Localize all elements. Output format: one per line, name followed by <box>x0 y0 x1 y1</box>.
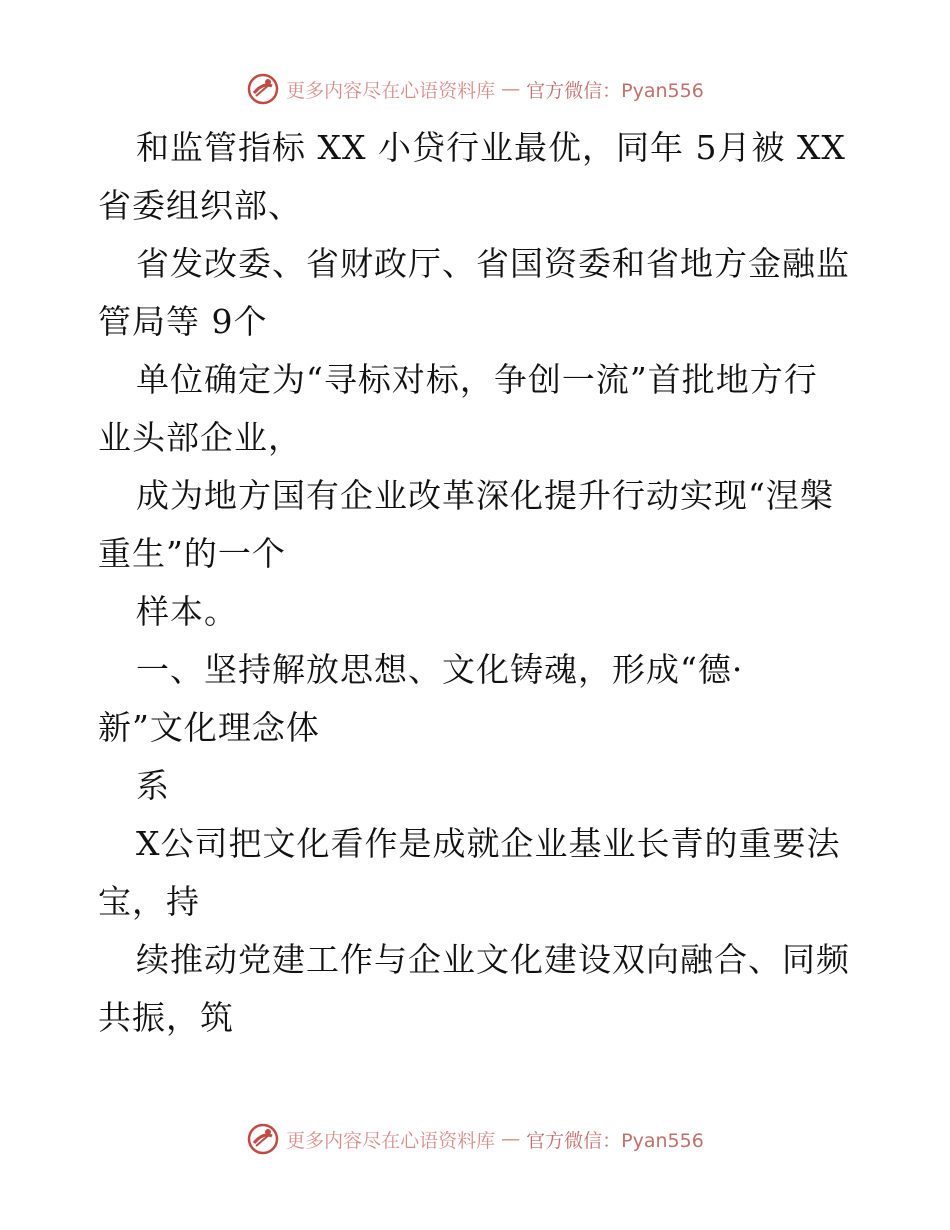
section-heading-cont: 新”文化理念体 <box>98 708 320 747</box>
section-heading-cont: 系 <box>136 766 170 805</box>
watermark-text: 更多内容尽在心语资料库 <box>286 1129 496 1152</box>
text-line: 重生”的一个 <box>98 534 286 573</box>
watermark-separator: — <box>501 78 521 100</box>
watermark-text: 更多内容尽在心语资料库 <box>286 79 496 102</box>
text-line: 续推动党建工作与企业文化建设双向融合、同频 <box>136 940 850 979</box>
text-line: 共振，筑 <box>98 998 234 1037</box>
text-line: 样本。 <box>136 592 238 631</box>
text-line: X公司把文化看作是成就企业基业长青的重要法 <box>136 824 841 863</box>
book-logo-icon <box>246 72 280 106</box>
book-logo-icon <box>246 1122 280 1156</box>
watermark-header <box>0 72 950 106</box>
text-line: 业头部企业， <box>98 418 302 457</box>
watermark-wechat: 官方微信：Pyan556 <box>526 1129 704 1152</box>
text-line: 省委组织部、 <box>98 186 302 225</box>
watermark-footer <box>0 1122 950 1156</box>
text-line: 和监管指标 XX 小贷行业最优，同年 5月被 XX <box>136 128 846 167</box>
text-line: 管局等 9个 <box>98 302 268 341</box>
watermark-separator: — <box>501 1128 521 1150</box>
text-line: 省发改委、省财政厅、省国资委和省地方金融监 <box>136 244 850 283</box>
text-line: 单位确定为“寻标对标，争创一流”首批地方行 <box>136 360 818 399</box>
text-line: 成为地方国有企业改革深化提升行动实现“涅槃 <box>136 476 834 515</box>
section-heading: 一、坚持解放思想、文化铸魂，形成“德· <box>136 650 744 689</box>
watermark-wechat: 官方微信：Pyan556 <box>526 79 704 102</box>
text-line: 宝，持 <box>98 882 200 921</box>
